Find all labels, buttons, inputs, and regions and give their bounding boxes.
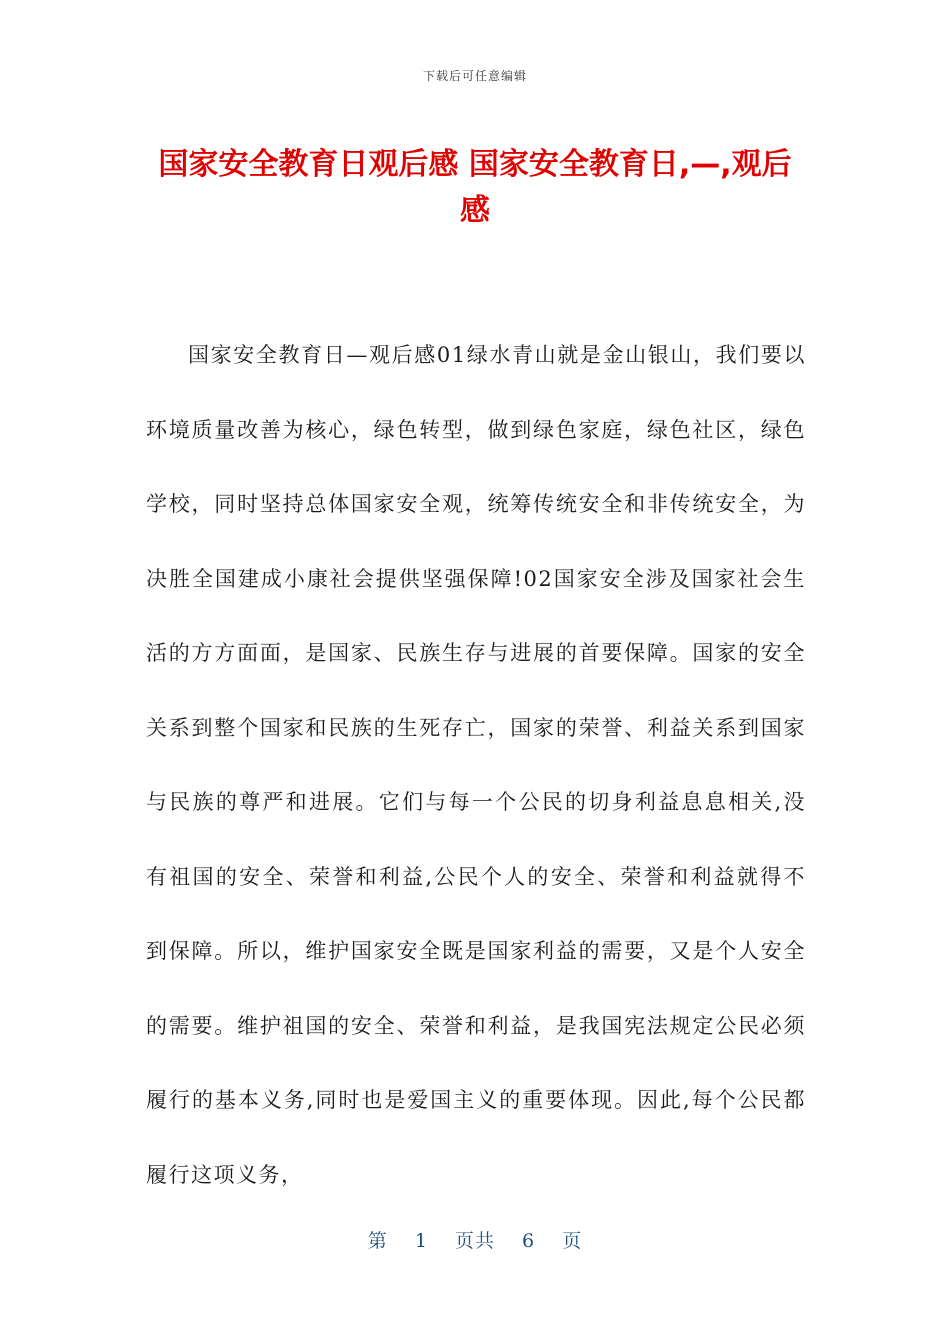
page-prefix: 第 xyxy=(367,1230,388,1252)
document-title: 国家安全教育日观后感 国家安全教育日,—,观后感 xyxy=(158,147,792,228)
header-note: 下载后可任意编辑 xyxy=(422,69,527,83)
page-footer xyxy=(0,1226,950,1253)
page-total: 6 xyxy=(522,1230,536,1252)
page-suffix: 页 xyxy=(562,1230,583,1252)
document-body: 国家安全教育日—观后感01绿水青山就是金山银山，我们要以环境质量改善为核心，绿色转型，做到绿色家庭，绿色社区，绿色学校，同时坚持总体国家安全观，统筹传统安全和非传统安全，为决胜全国建成小康社会提供坚强保障!02国家安全涉及国家社会生活的方方面面，是国家、民族生存与进展的首要保障。国家的安全关系到整个国家和民族的生死存亡，国家的荣誉、利益关系到国家与民族的尊严和进展。它们与每一个公民的切身利益息息相关,没有祖国的安全、荣誉和利益,公民个人的安全、荣誉和利益就得不到保障。所以，维护国家安全既是国家利益的需要，又是个人安全的需要。维护祖国的安全、荣誉和利益，是我国宪法规定公民必须履行的基本义务,同时也是爱国主义的重要体现。因此,每个公民都履行这项义务， xyxy=(146,343,806,1187)
page-middle: 页共 xyxy=(454,1230,495,1252)
page-current: 1 xyxy=(414,1230,428,1252)
